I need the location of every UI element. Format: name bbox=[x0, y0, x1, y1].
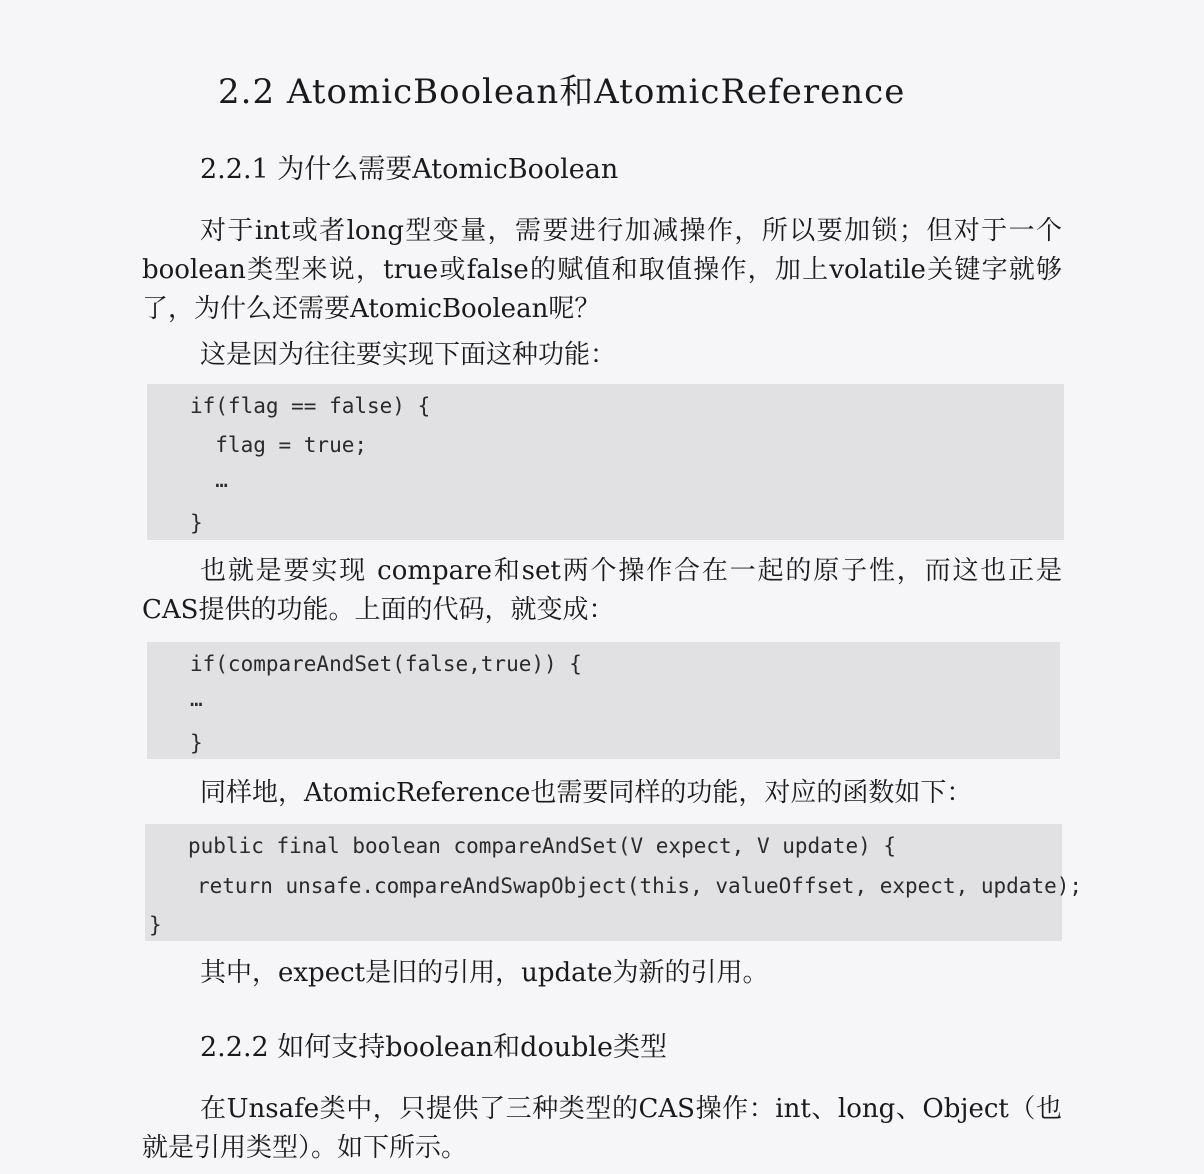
code-line: } bbox=[190, 731, 203, 755]
paragraph-intro bbox=[142, 212, 1062, 329]
code-block-2 bbox=[147, 642, 1060, 759]
paragraph-text: 同样地，AtomicReference也需要同样的功能，对应的函数如下： bbox=[200, 778, 973, 808]
section-heading-2-2-1: 2.2.1 为什么需要AtomicBoolean bbox=[200, 154, 619, 185]
page-title: 2.2 AtomicBoolean和AtomicReference bbox=[218, 72, 906, 112]
paragraph-reference bbox=[142, 774, 1062, 813]
paragraph-text: 其中，expect是旧的引用，update为新的引用。 bbox=[200, 958, 769, 988]
code-line: if(flag == false) { bbox=[190, 394, 431, 418]
code-line: … bbox=[190, 468, 228, 492]
paragraph-cas bbox=[142, 552, 1062, 630]
paragraph-unsafe bbox=[142, 1090, 1062, 1168]
paragraph-text: 也就是要实现 compare和set两个操作合在一起的原子性，而这也正是CAS提供的功能。上面的代码，就变成： bbox=[142, 556, 1062, 625]
paragraph-lead bbox=[142, 336, 1062, 375]
code-line: } bbox=[149, 913, 162, 937]
code-line: … bbox=[190, 687, 203, 711]
code-line: } bbox=[190, 511, 203, 535]
section-heading-2-2-2: 2.2.2 如何支持boolean和double类型 bbox=[200, 1032, 668, 1063]
code-line: return unsafe.compareAndSwapObject(this, valueOffset, expect, update); bbox=[197, 874, 1083, 898]
paragraph-text: 对于int或者long型变量，需要进行加减操作，所以要加锁；但对于一个boolean类型来说，true或false的赋值和取值操作，加上volatile关键字就够了，为什么还需要AtomicBoolean呢？ bbox=[142, 216, 1062, 324]
code-line: public final boolean compareAndSet(V expect, V update) { bbox=[188, 834, 897, 858]
code-line: flag = true; bbox=[190, 433, 368, 457]
code-line: if(compareAndSet(false,true)) { bbox=[190, 652, 582, 676]
paragraph-text: 在Unsafe类中，只提供了三种类型的CAS操作：int、long、Object（也就是引用类型）。如下所示。 bbox=[142, 1094, 1062, 1163]
paragraph-text: 这是因为往往要实现下面这种功能： bbox=[200, 340, 617, 370]
code-block-1 bbox=[147, 384, 1064, 540]
paragraph-expect bbox=[142, 954, 1062, 993]
code-block-3 bbox=[145, 824, 1083, 941]
